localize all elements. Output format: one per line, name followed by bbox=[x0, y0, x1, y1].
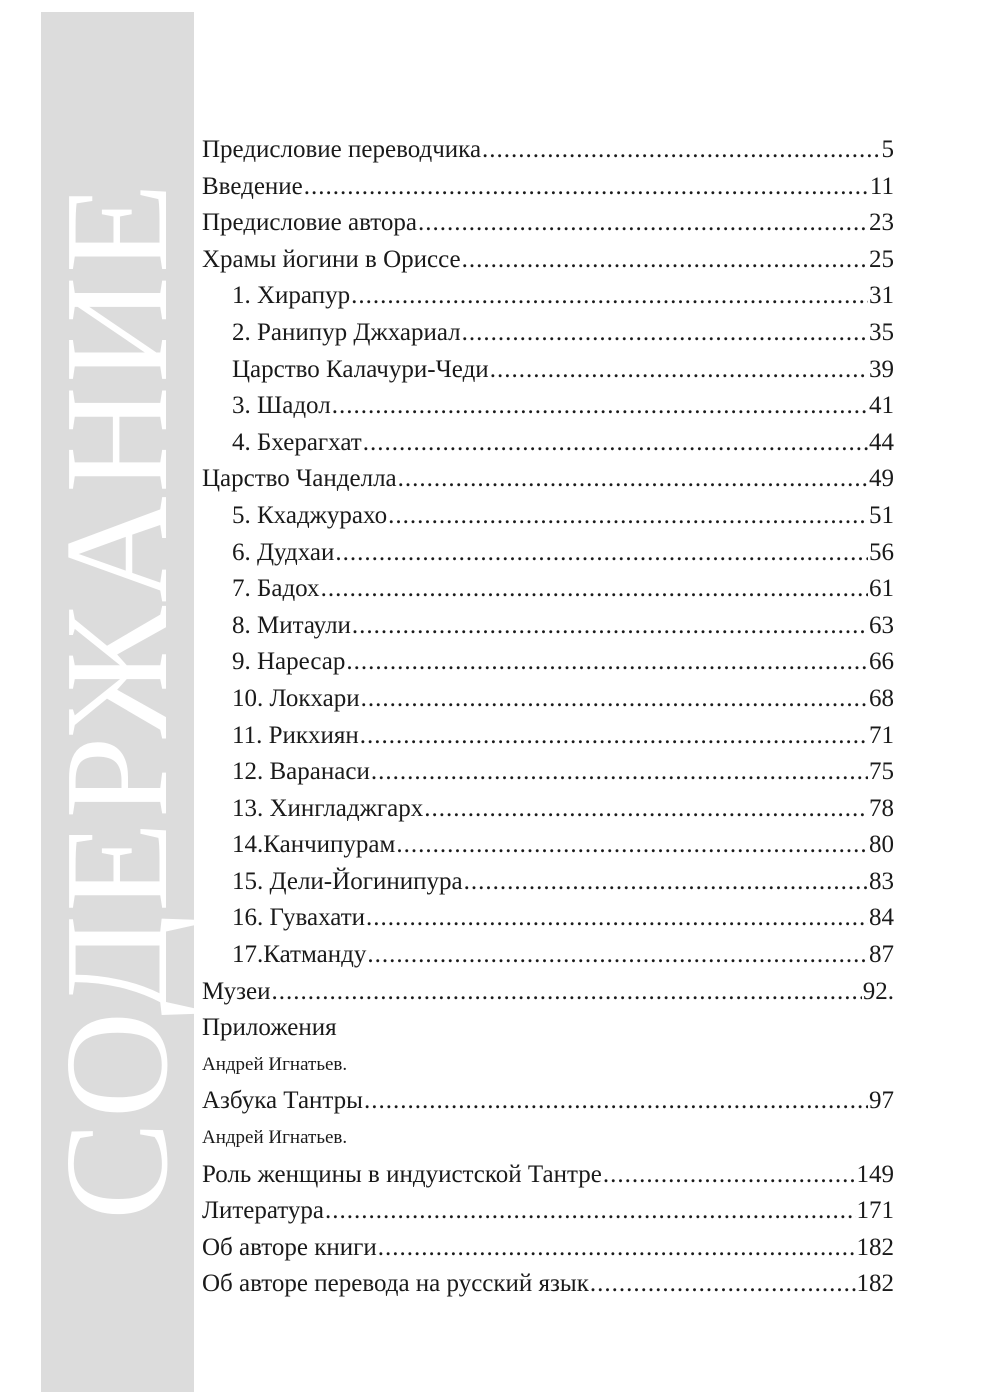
leader-dots bbox=[367, 937, 868, 974]
toc-entry[interactable] bbox=[202, 132, 894, 169]
toc-page: 84 bbox=[869, 904, 894, 932]
toc-entry[interactable] bbox=[202, 425, 894, 462]
toc-label: Об авторе книги bbox=[202, 1233, 377, 1261]
toc-page: 87 bbox=[869, 941, 894, 969]
toc-page: 51 bbox=[869, 501, 894, 529]
leader-dots bbox=[424, 791, 868, 828]
leader-dots bbox=[371, 754, 868, 791]
toc-label: Храмы йогини в Ориссе bbox=[202, 245, 461, 273]
toc-entry[interactable] bbox=[202, 1266, 894, 1303]
toc-page: 149 bbox=[856, 1160, 894, 1188]
toc-page: 75 bbox=[869, 758, 894, 786]
toc-entry[interactable] bbox=[202, 754, 894, 791]
toc-entry[interactable] bbox=[202, 1193, 894, 1230]
toc-entry[interactable] bbox=[202, 608, 894, 645]
leader-dots bbox=[462, 315, 868, 352]
leader-dots bbox=[398, 461, 868, 498]
leader-dots bbox=[490, 352, 868, 389]
toc-page: 41 bbox=[869, 392, 894, 420]
toc-label: 8. Митаули bbox=[232, 611, 351, 639]
toc-author-label: Андрей Игнатьев. bbox=[202, 1127, 348, 1149]
leader-dots bbox=[352, 608, 868, 645]
toc-label: 10. Локхари bbox=[232, 684, 360, 712]
leader-dots bbox=[462, 242, 868, 279]
toc-entry[interactable] bbox=[202, 1157, 894, 1194]
leader-dots bbox=[325, 1193, 856, 1230]
toc-entry[interactable] bbox=[202, 827, 894, 864]
toc-label: 9. Наресар bbox=[232, 648, 346, 676]
toc-label: 11. Рикхиян bbox=[232, 721, 359, 749]
toc-label: 13. Хингладжгарх bbox=[232, 794, 424, 822]
toc-label: 1. Хирапур bbox=[232, 282, 351, 310]
toc-label: 2. Ранипур Джхариал bbox=[232, 318, 461, 346]
toc-author-label: Андрей Игнатьев. bbox=[202, 1053, 348, 1075]
leader-dots bbox=[418, 205, 868, 242]
leader-dots bbox=[361, 681, 868, 718]
toc-page: 92. bbox=[862, 977, 894, 1005]
toc-label: 5. Кхаджурахо bbox=[232, 501, 388, 529]
toc-page: 56 bbox=[869, 538, 894, 566]
toc-entry[interactable] bbox=[202, 461, 894, 498]
toc-author bbox=[202, 1047, 894, 1084]
toc-entry[interactable] bbox=[202, 644, 894, 681]
toc-entry[interactable] bbox=[202, 315, 894, 352]
toc-entry[interactable] bbox=[202, 791, 894, 828]
toc-entry[interactable] bbox=[202, 864, 894, 901]
leader-dots bbox=[590, 1266, 856, 1303]
toc-page: 23 bbox=[869, 209, 894, 237]
leader-dots bbox=[271, 974, 861, 1011]
toc-label: Приложения bbox=[202, 1014, 337, 1042]
toc-page: 66 bbox=[869, 648, 894, 676]
leader-dots bbox=[366, 900, 868, 937]
toc-label: Царство Калачури-Чеди bbox=[232, 355, 489, 383]
toc-heading bbox=[202, 1010, 894, 1047]
toc-label: Предисловие переводчика bbox=[202, 136, 482, 163]
leader-dots bbox=[332, 388, 868, 425]
toc-page: 11 bbox=[869, 172, 894, 200]
toc-page: 182 bbox=[856, 1270, 894, 1298]
toc-label: 3. Шадол bbox=[232, 392, 331, 420]
toc-page: 44 bbox=[869, 428, 894, 456]
toc-page: 68 bbox=[869, 684, 894, 712]
toc-page: 80 bbox=[869, 831, 894, 859]
toc-entry[interactable] bbox=[202, 571, 894, 608]
leader-dots bbox=[388, 498, 868, 535]
toc-label: 12. Варанаси bbox=[232, 758, 370, 786]
toc-label: 6. Дудхаи bbox=[232, 538, 335, 566]
toc-page: 49 bbox=[869, 465, 894, 493]
toc-label: Предисловие автора bbox=[202, 209, 417, 237]
toc-page: 97 bbox=[869, 1087, 894, 1115]
leader-dots bbox=[378, 1230, 856, 1267]
toc-entry[interactable] bbox=[202, 974, 894, 1011]
leader-dots bbox=[351, 278, 868, 315]
leader-dots bbox=[360, 718, 868, 755]
side-title: СОДЕРЖАНИЕ bbox=[35, 179, 199, 1221]
toc-page: 61 bbox=[869, 575, 894, 603]
toc-page: 63 bbox=[869, 611, 894, 639]
toc-page: 31 bbox=[869, 282, 894, 310]
leader-dots bbox=[482, 132, 880, 169]
toc-author bbox=[202, 1120, 894, 1157]
toc-page: 71 bbox=[869, 721, 894, 749]
leader-dots bbox=[321, 571, 868, 608]
table-of-contents bbox=[202, 132, 894, 1303]
toc-entry[interactable] bbox=[202, 242, 894, 279]
toc-page: 5 bbox=[881, 136, 894, 163]
toc-page: 182 bbox=[856, 1233, 894, 1261]
toc-entry[interactable] bbox=[202, 937, 894, 974]
toc-page: 83 bbox=[869, 867, 894, 895]
toc-entry[interactable] bbox=[202, 681, 894, 718]
toc-label: 17.Катманду bbox=[232, 941, 367, 969]
toc-label: Царство Чанделла bbox=[202, 465, 397, 493]
leader-dots bbox=[304, 169, 869, 206]
toc-entry[interactable] bbox=[202, 535, 894, 572]
leader-dots bbox=[603, 1157, 856, 1194]
toc-entry[interactable] bbox=[202, 1083, 894, 1120]
toc-entry[interactable] bbox=[202, 278, 894, 315]
toc-page: 25 bbox=[869, 245, 894, 273]
toc-entry[interactable] bbox=[202, 352, 894, 389]
toc-label: 7. Бадох bbox=[232, 575, 320, 603]
leader-dots bbox=[335, 535, 868, 572]
toc-label: 15. Дели-Йогинипура bbox=[232, 867, 463, 895]
toc-entry[interactable] bbox=[202, 718, 894, 755]
toc-label: Азбука Тантры bbox=[202, 1087, 363, 1115]
leader-dots bbox=[363, 425, 868, 462]
toc-label: 14.Канчипурам bbox=[232, 831, 396, 859]
toc-page: 35 bbox=[869, 318, 894, 346]
toc-page: 78 bbox=[869, 794, 894, 822]
toc-entry[interactable] bbox=[202, 205, 894, 242]
toc-entry[interactable] bbox=[202, 388, 894, 425]
toc-label: Музеи bbox=[202, 977, 271, 1005]
toc-page: 39 bbox=[869, 355, 894, 383]
leader-dots bbox=[364, 1083, 868, 1120]
leader-dots bbox=[346, 644, 868, 681]
toc-entry[interactable] bbox=[202, 498, 894, 535]
toc-label: Литература bbox=[202, 1197, 324, 1225]
toc-entry[interactable] bbox=[202, 1230, 894, 1267]
leader-dots bbox=[464, 864, 868, 901]
toc-entry[interactable] bbox=[202, 169, 894, 206]
toc-entry[interactable] bbox=[202, 900, 894, 937]
toc-label: 16. Гувахати bbox=[232, 904, 365, 932]
toc-label: Об авторе перевода на русский язык bbox=[202, 1270, 589, 1298]
leader-dots bbox=[396, 827, 868, 864]
toc-page: 171 bbox=[856, 1197, 894, 1225]
toc-label: Введение bbox=[202, 172, 303, 200]
toc-label: Роль женщины в индуистской Тантре bbox=[202, 1160, 602, 1188]
toc-label: 4. Бхерагхат bbox=[232, 428, 362, 456]
